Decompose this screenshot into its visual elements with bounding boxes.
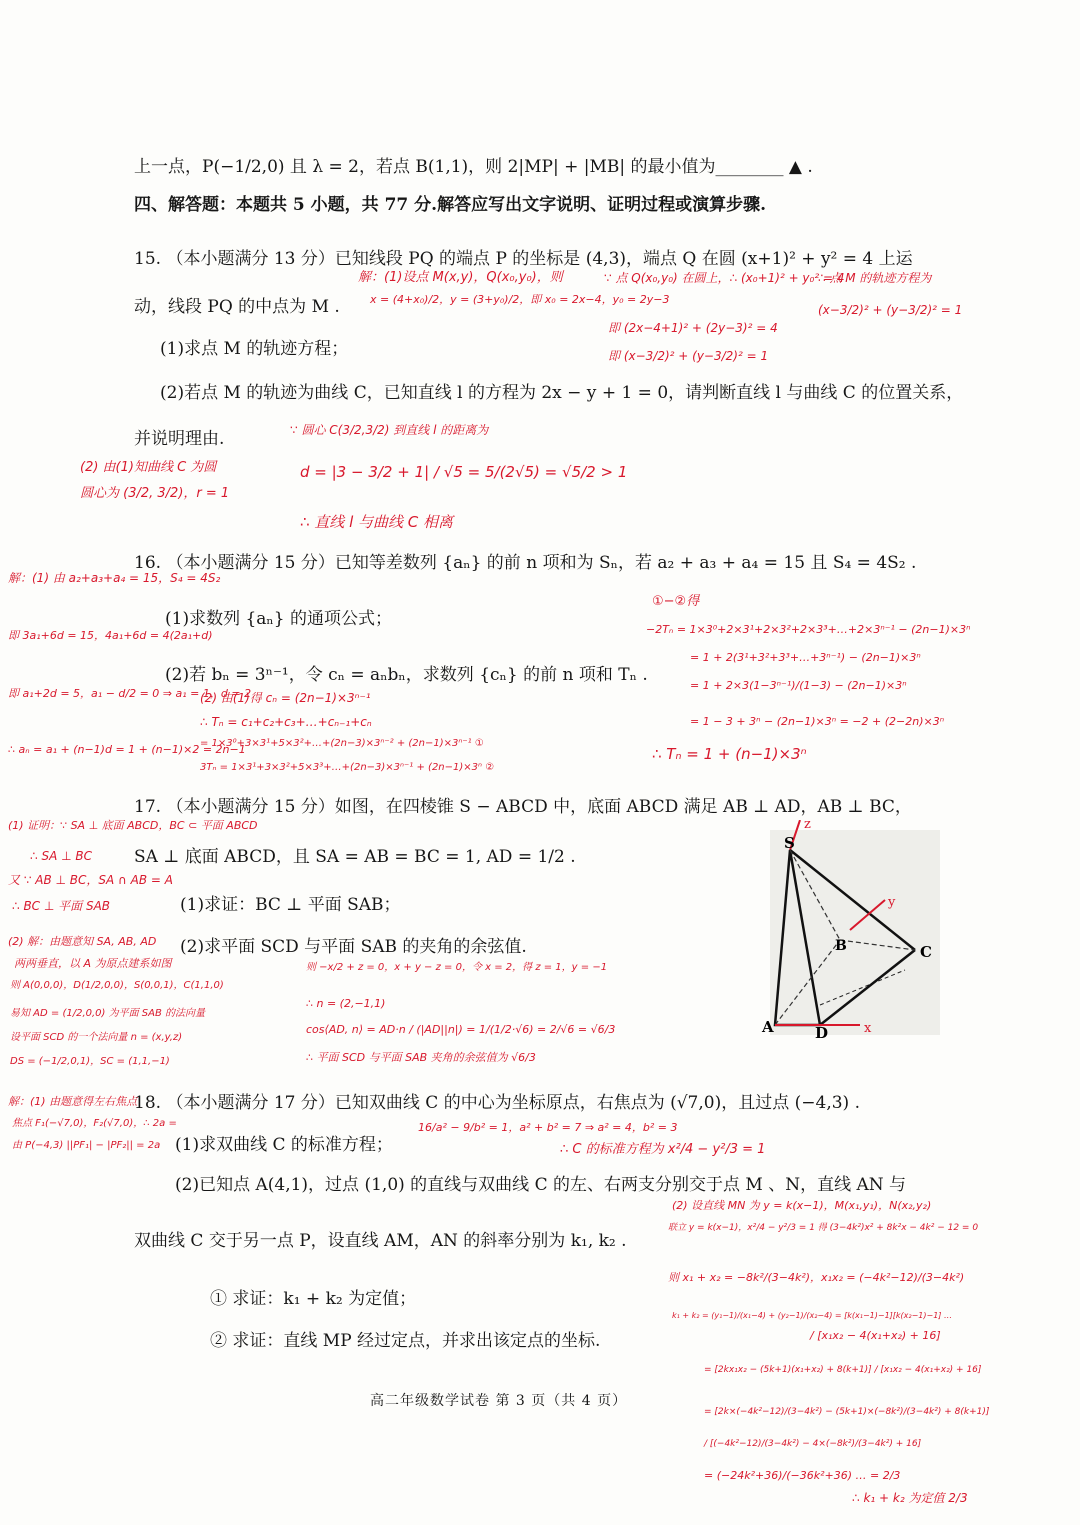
hw-q16-b: 即 3a₁+6d = 15，4a₁+6d = 4(2a₁+d) [8, 629, 213, 642]
hw-q18-h: 则 x₁ + x₂ = −8k²/(3−4k²)，x₁x₂ = (−4k²−12)/(3−4k²) [668, 1271, 965, 1284]
q17-part2: (2)求平面 SCD 与平面 SAB 的夹角的余弦值. [180, 937, 527, 957]
hw-q15-f: ∴ 点 M 的轨迹方程为 [818, 271, 932, 285]
q16-part2: (2)若 bₙ = 3ⁿ⁻¹，令 cₙ = aₙbₙ，求数列 {cₙ} 的前 n 项和 Tₙ . [165, 665, 648, 685]
hw-q16-n: ∴ Tₙ = 1 + (n−1)×3ⁿ [652, 745, 807, 763]
hw-q17-a: (1) 证明：∵ SA ⊥ 底面 ABCD，BC ⊂ 平面 ABCD [8, 819, 258, 832]
hw-q18-c: 由 P(−4,3) ||PF₁| − |PF₂|| = 2a [12, 1140, 161, 1151]
hw-q18-k: = [2kx₁x₂ − (5k+1)(x₁+x₂) + 8(k+1)] / [x₁x₂ − 4(x₁+x₂) + 16] [704, 1365, 982, 1375]
hw-q18-a: 解：(1) 由题意得左右焦点 [8, 1095, 138, 1108]
hw-q16-i: ①−②得 [652, 594, 700, 609]
q18-part1: (1)求双曲线 C 的标准方程； [175, 1135, 393, 1155]
label-C: C [920, 943, 932, 961]
hw-q16-e: (2) 由(1)得 cₙ = (2n−1)×3ⁿ⁻¹ [200, 691, 371, 705]
hw-q17-e: (2) 解：由题意知 SA, AB, AD [8, 935, 157, 948]
hw-q17-f: 两两垂直，以 A 为原点建系如图 [14, 957, 172, 970]
q15-part2-tail: 并说明理由. [134, 429, 225, 449]
hw-q18-j: / [x₁x₂ − 4(x₁+x₂) + 16] [810, 1329, 941, 1342]
q17-stem-line1: 17. （本小题满分 15 分）如图，在四棱锥 S − ABCD 中，底面 ABCD 满足 AB ⊥ AD，AB ⊥ BC， [134, 797, 912, 817]
hw-q18-o: ∴ k₁ + k₂ 为定值 2/3 [852, 1491, 968, 1505]
hw-q17-c: 又 ∵ AB ⊥ BC，SA ∩ AB = A [8, 873, 173, 887]
hw-q15-b: x = (4+x₀)/2，y = (3+y₀)/2，即 x₀ = 2x−4，y₀ = 2y−3 [370, 293, 670, 306]
hw-q17-i: 设平面 SCD 的一个法向量 n = (x,y,z) [10, 1032, 183, 1043]
hw-q16-d: ∴ aₙ = a₁ + (n−1)d = 1 + (n−1)×2 = 2n−1 [8, 743, 246, 756]
hw-q17-k: 则 −x/2 + z = 0，x + y − z = 0，令 x = 2，得 z = 1，y = −1 [306, 962, 608, 973]
q16-stem: 16. （本小题满分 15 分）已知等差数列 {aₙ} 的前 n 项和为 Sₙ，若 a₂ + a₃ + a₄ = 15 且 S₄ = 4S₂ . [134, 553, 917, 573]
hw-q18-b: 焦点 F₁(−√7,0)，F₂(√7,0)，∴ 2a = [12, 1118, 177, 1129]
q18-stem: 18. （本小题满分 17 分）已知双曲线 C 的中心为坐标原点，右焦点为 (√7,0)，且过点 (−4,3) . [134, 1093, 860, 1113]
hw-q17-m: cos⟨AD, n⟩ = AD·n / (|AD||n|) = 1/(1/2·√6) = 2/√6 = √6/3 [306, 1023, 616, 1036]
hw-q18-l: = [2k×(−4k²−12)/(3−4k²) − (5k+1)×(−8k²)/(3−4k²) + 8(k+1)] [704, 1407, 990, 1417]
hw-q18-d: 16/a² − 9/b² = 1，a² + b² = 7 ⇒ a² = 4，b² = 3 [418, 1121, 678, 1134]
q15-stem-line1: 15. （本小题满分 13 分）已知线段 PQ 的端点 P 的坐标是 (4,3)，端点 Q 在圆 (x+1)² + y² = 4 上运 [134, 249, 913, 269]
q18-part2-tail: 双曲线 C 交于另一点 P，设直线 AM，AN 的斜率分别为 k₁, k₂ . [134, 1231, 627, 1251]
hw-q15-g: (x−3/2)² + (y−3/2)² = 1 [818, 303, 963, 317]
hw-q15-c: ∵ 点 Q(x₀,y₀) 在圆上，∴ (x₀+1)² + y₀² = 4 [604, 271, 845, 285]
label-A: A [762, 1018, 774, 1036]
q14-tail: 上一点，P(−1/2,0) 且 λ = 2，若点 B(1,1)，则 2|MP| + |MB| 的最小值为________ ▲ . [134, 157, 813, 177]
hw-q18-m: / [(−4k²−12)/(3−4k²) − 4×(−8k²)/(3−4k²) + 16] [704, 1439, 922, 1449]
hw-q16-j: −2Tₙ = 1×3⁰+2×3¹+2×3²+2×3³+…+2×3ⁿ⁻¹ − (2n−1)×3ⁿ [646, 623, 971, 636]
hw-q16-c: 即 a₁+2d = 5，a₁ − d/2 = 0 ⇒ a₁ = 1，d = 2 [8, 687, 252, 700]
hw-q17-g: 则 A(0,0,0)，D(1/2,0,0)，S(0,0,1)，C(1,1,0) [10, 980, 224, 991]
q17-part1: (1)求证：BC ⊥ 平面 SAB； [180, 895, 401, 915]
hw-q18-i: k₁ + k₂ = (y₁−1)/(x₁−4) + (y₂−1)/(x₂−4) = [k(x₁−1)−1][k(x₂−1)−1] … [672, 1311, 952, 1320]
hw-q15-e: 即 (x−3/2)² + (y−3/2)² = 1 [608, 349, 769, 363]
hw-q17-b: ∴ SA ⊥ BC [30, 849, 92, 863]
hw-q16-m: = 1 − 3 + 3ⁿ − (2n−1)×3ⁿ = −2 + (2−2n)×3ⁿ [690, 715, 945, 728]
hw-q15-i: 圆心为 (3/2, 3/2)，r = 1 [80, 486, 230, 501]
q18-part2: (2)已知点 A(4,1)，过点 (1,0) 的直线与双曲线 C 的左、右两支分别交于点 M 、N，直线 AN 与 [175, 1175, 907, 1195]
hw-q15-j: ∵ 圆心 C(3/2,3/2) 到直线 l 的距离为 [290, 423, 489, 437]
q16-part1: (1)求数列 {aₙ} 的通项公式； [165, 609, 393, 629]
hw-q16-l: = 1 + 2×3(1−3ⁿ⁻¹)/(1−3) − (2n−1)×3ⁿ [690, 679, 907, 692]
hw-q16-k: = 1 + 2(3¹+3²+3³+…+3ⁿ⁻¹) − (2n−1)×3ⁿ [690, 651, 921, 664]
hw-q15-l: ∴ 直线 l 与曲线 C 相离 [300, 513, 454, 531]
hw-q15-a: 解：(1)设点 M(x,y)，Q(x₀,y₀)，则 [358, 270, 563, 285]
hw-q18-n: = (−24k²+36)/(−36k²+36) … = 2/3 [704, 1469, 901, 1482]
pyramid-figure [760, 820, 945, 1045]
hw-q16-h: 3Tₙ = 1×3¹+3×3²+5×3³+…+(2n−3)×3ⁿ⁻¹ + (2n−1)×3ⁿ ② [200, 762, 495, 773]
label-x: x [864, 1021, 872, 1036]
hw-q16-g: = 1×3⁰+3×3¹+5×3²+…+(2n−3)×3ⁿ⁻² + (2n−1)×3ⁿ⁻¹ ① [200, 738, 484, 749]
label-S: S [784, 834, 795, 852]
hw-q17-j: DS = (−1/2,0,1)，SC = (1,1,−1) [10, 1056, 170, 1067]
hw-q16-a: 解：(1) 由 a₂+a₃+a₄ = 15，S₄ = 4S₂ [8, 571, 221, 585]
hw-q17-h: 易知 AD = (1/2,0,0) 为平面 SAB 的法向量 [10, 1008, 206, 1019]
page-footer: 高二年级数学试卷 第 3 页（共 4 页） [370, 1393, 628, 1409]
hw-q18-g: 联立 y = k(x−1)，x²/4 − y²/3 = 1 得 (3−4k²)x² + 8k²x − 4k² − 12 = 0 [668, 1223, 979, 1233]
hw-q18-f: (2) 设直线 MN 为 y = k(x−1)，M(x₁,y₁)，N(x₂,y₂) [672, 1199, 932, 1212]
hw-q17-n: ∴ 平面 SCD 与平面 SAB 夹角的余弦值为 √6/3 [306, 1051, 536, 1064]
label-z: z [804, 820, 811, 832]
hw-q17-d: ∴ BC ⊥ 平面 SAB [12, 899, 111, 913]
section-4-heading: 四、解答题：本题共 5 小题，共 77 分.解答应写出文字说明、证明过程或演算步骤. [134, 195, 766, 215]
label-D: D [815, 1024, 829, 1042]
q18-item2: ② 求证：直线 MP 经过定点，并求出该定点的坐标. [210, 1331, 601, 1351]
q18-item1: ① 求证：k₁ + k₂ 为定值； [210, 1289, 417, 1309]
q17-stem-line2: SA ⊥ 底面 ABCD，且 SA = AB = BC = 1, AD = 1/2 . [134, 847, 576, 867]
q15-stem-line2: 动，线段 PQ 的中点为 M . [134, 297, 340, 317]
label-B: B [835, 938, 847, 954]
q15-part2: (2)若点 M 的轨迹为曲线 C，已知直线 l 的方程为 2x − y + 1 = 0，请判断直线 l 与曲线 C 的位置关系， [160, 383, 964, 403]
q15-part1: (1)求点 M 的轨迹方程； [160, 339, 349, 359]
hw-q15-d: 即 (2x−4+1)² + (2y−3)² = 4 [608, 321, 778, 335]
hw-q16-f: ∴ Tₙ = c₁+c₂+c₃+…+cₙ₋₁+cₙ [200, 715, 372, 729]
hw-q17-l: ∴ n = (2,−1,1) [306, 997, 386, 1010]
hw-q15-k: d = |3 − 3/2 + 1| / √5 = 5/(2√5) = √5/2 > 1 [300, 463, 628, 481]
label-y: y [888, 895, 896, 910]
hw-q15-h: (2) 由(1)知曲线 C 为圆 [80, 460, 217, 475]
hw-q18-e: ∴ C 的标准方程为 x²/4 − y²/3 = 1 [560, 1142, 766, 1157]
